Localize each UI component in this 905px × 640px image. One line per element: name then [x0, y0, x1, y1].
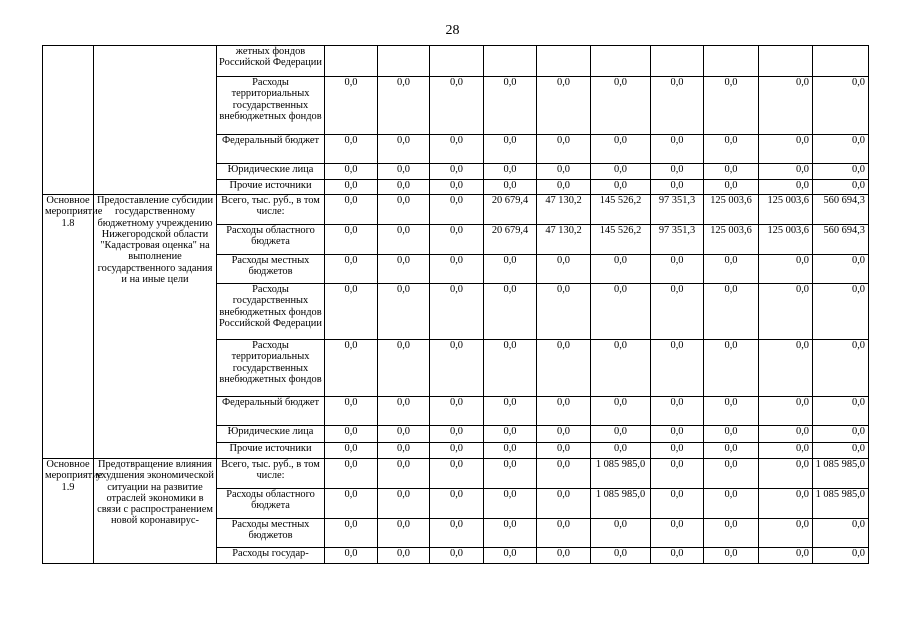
value-cell: 0,0	[651, 284, 704, 340]
value-cell: 0,0	[325, 489, 378, 519]
value-cell: 0,0	[651, 77, 704, 135]
value-cell: 0,0	[484, 135, 537, 164]
value-cell: 20 679,4	[484, 225, 537, 255]
value-cell: 0,0	[430, 195, 484, 225]
value-cell: 0,0	[325, 135, 378, 164]
value-cell: 0,0	[813, 77, 869, 135]
value-cell: 0,0	[484, 519, 537, 548]
value-cell: 0,0	[704, 489, 759, 519]
funding-source: Расходы областного бюджета	[217, 225, 325, 255]
value-cell: 0,0	[378, 426, 430, 443]
value-cell: 0,0	[430, 459, 484, 489]
value-cell: 125 003,6	[759, 195, 813, 225]
value-cell: 0,0	[813, 443, 869, 459]
funding-source: Всего, тыс. руб., в том числе:	[217, 459, 325, 489]
value-cell: 0,0	[325, 195, 378, 225]
funding-source: Прочие источники	[217, 180, 325, 195]
value-cell: 0,0	[430, 519, 484, 548]
value-cell: 0,0	[651, 340, 704, 397]
funding-source: Расходы территориальных государственных внебюджетных фондов	[217, 340, 325, 397]
value-cell	[704, 46, 759, 77]
funding-source: Федеральный бюджет	[217, 397, 325, 426]
value-cell: 0,0	[759, 180, 813, 195]
value-cell: 0,0	[759, 340, 813, 397]
value-cell: 560 694,3	[813, 195, 869, 225]
value-cell: 0,0	[704, 548, 759, 564]
value-cell: 0,0	[651, 459, 704, 489]
value-cell: 0,0	[325, 255, 378, 284]
value-cell: 0,0	[813, 426, 869, 443]
value-cell: 0,0	[484, 397, 537, 426]
value-cell: 0,0	[591, 397, 651, 426]
value-cell: 0,0	[537, 180, 591, 195]
funding-source: Прочие источники	[217, 443, 325, 459]
value-cell: 0,0	[378, 225, 430, 255]
value-cell: 0,0	[651, 135, 704, 164]
value-cell: 0,0	[591, 340, 651, 397]
value-cell: 0,0	[591, 426, 651, 443]
value-cell: 145 526,2	[591, 225, 651, 255]
value-cell: 0,0	[325, 77, 378, 135]
value-cell: 0,0	[651, 164, 704, 180]
value-cell: 0,0	[813, 284, 869, 340]
value-cell: 0,0	[430, 426, 484, 443]
value-cell: 0,0	[378, 489, 430, 519]
value-cell: 0,0	[591, 443, 651, 459]
value-cell: 0,0	[378, 443, 430, 459]
value-cell: 0,0	[430, 443, 484, 459]
value-cell: 0,0	[325, 548, 378, 564]
value-cell: 0,0	[430, 489, 484, 519]
measure-name	[94, 46, 217, 195]
funding-source: Расходы местных бюджетов	[217, 519, 325, 548]
value-cell: 0,0	[759, 284, 813, 340]
value-cell: 0,0	[484, 180, 537, 195]
value-cell: 0,0	[484, 164, 537, 180]
value-cell: 0,0	[651, 180, 704, 195]
value-cell	[325, 46, 378, 77]
value-cell: 0,0	[704, 426, 759, 443]
table-row	[43, 195, 869, 225]
value-cell: 0,0	[378, 164, 430, 180]
value-cell: 0,0	[591, 180, 651, 195]
value-cell: 0,0	[537, 255, 591, 284]
funding-source: Юридические лица	[217, 426, 325, 443]
value-cell	[537, 46, 591, 77]
value-cell: 0,0	[759, 426, 813, 443]
funding-source: Расходы государ-	[217, 548, 325, 564]
value-cell: 0,0	[430, 340, 484, 397]
value-cell: 0,0	[378, 459, 430, 489]
value-cell: 20 679,4	[484, 195, 537, 225]
value-cell: 0,0	[704, 443, 759, 459]
value-cell: 0,0	[704, 180, 759, 195]
value-cell: 0,0	[325, 180, 378, 195]
value-cell: 0,0	[651, 548, 704, 564]
value-cell: 0,0	[591, 255, 651, 284]
value-cell: 0,0	[378, 284, 430, 340]
funding-source: Расходы областного бюджета	[217, 489, 325, 519]
value-cell: 0,0	[704, 519, 759, 548]
value-cell: 0,0	[378, 77, 430, 135]
value-cell: 0,0	[591, 548, 651, 564]
measure-code: Основное мероприятие 1.9	[43, 459, 94, 564]
value-cell: 0,0	[759, 489, 813, 519]
value-cell: 0,0	[704, 459, 759, 489]
value-cell: 0,0	[813, 180, 869, 195]
value-cell: 0,0	[704, 135, 759, 164]
value-cell: 0,0	[591, 77, 651, 135]
value-cell: 0,0	[651, 426, 704, 443]
value-cell	[378, 46, 430, 77]
value-cell: 1 085 985,0	[813, 489, 869, 519]
value-cell: 0,0	[325, 426, 378, 443]
value-cell: 125 003,6	[759, 225, 813, 255]
value-cell: 97 351,3	[651, 225, 704, 255]
funding-source: Федеральный бюджет	[217, 135, 325, 164]
value-cell: 47 130,2	[537, 195, 591, 225]
value-cell: 97 351,3	[651, 195, 704, 225]
value-cell: 0,0	[651, 397, 704, 426]
table-row	[43, 46, 869, 77]
value-cell: 0,0	[813, 255, 869, 284]
value-cell: 0,0	[759, 255, 813, 284]
funding-source: Расходы местных бюджетов	[217, 255, 325, 284]
value-cell: 0,0	[537, 340, 591, 397]
value-cell: 145 526,2	[591, 195, 651, 225]
value-cell	[759, 46, 813, 77]
value-cell: 0,0	[325, 459, 378, 489]
value-cell: 0,0	[759, 135, 813, 164]
value-cell: 0,0	[484, 284, 537, 340]
value-cell: 0,0	[591, 284, 651, 340]
value-cell: 0,0	[484, 548, 537, 564]
value-cell: 0,0	[591, 164, 651, 180]
value-cell: 1 085 985,0	[591, 489, 651, 519]
value-cell	[430, 46, 484, 77]
value-cell: 0,0	[325, 443, 378, 459]
value-cell: 0,0	[430, 135, 484, 164]
value-cell: 0,0	[759, 548, 813, 564]
value-cell: 0,0	[430, 164, 484, 180]
value-cell: 0,0	[813, 135, 869, 164]
value-cell: 0,0	[430, 77, 484, 135]
value-cell: 0,0	[591, 519, 651, 548]
value-cell	[484, 46, 537, 77]
value-cell: 0,0	[325, 340, 378, 397]
value-cell: 0,0	[537, 397, 591, 426]
funding-source: Юридические лица	[217, 164, 325, 180]
value-cell: 0,0	[537, 459, 591, 489]
measure-name: Предоставление субсидии государственному бюджетному учреждению Нижегородской области "Кадастровая оценка" на выполнение государственного задания и на иные цели	[94, 195, 217, 459]
value-cell: 0,0	[378, 180, 430, 195]
value-cell: 0,0	[813, 548, 869, 564]
value-cell	[813, 46, 869, 77]
value-cell: 0,0	[651, 255, 704, 284]
value-cell: 125 003,6	[704, 195, 759, 225]
value-cell: 0,0	[704, 164, 759, 180]
value-cell: 0,0	[430, 284, 484, 340]
value-cell: 0,0	[537, 489, 591, 519]
value-cell: 0,0	[759, 459, 813, 489]
value-cell: 0,0	[591, 135, 651, 164]
value-cell: 0,0	[759, 443, 813, 459]
value-cell: 0,0	[378, 340, 430, 397]
value-cell: 0,0	[430, 180, 484, 195]
value-cell: 0,0	[704, 397, 759, 426]
value-cell: 0,0	[759, 397, 813, 426]
value-cell: 0,0	[704, 255, 759, 284]
value-cell: 0,0	[325, 225, 378, 255]
value-cell: 0,0	[651, 519, 704, 548]
value-cell: 0,0	[378, 255, 430, 284]
value-cell: 0,0	[325, 164, 378, 180]
value-cell: 0,0	[484, 489, 537, 519]
value-cell: 0,0	[537, 548, 591, 564]
funding-source: Всего, тыс. руб., в том числе:	[217, 195, 325, 225]
value-cell: 0,0	[537, 443, 591, 459]
value-cell: 0,0	[484, 77, 537, 135]
value-cell: 1 085 985,0	[591, 459, 651, 489]
value-cell: 0,0	[378, 195, 430, 225]
value-cell: 0,0	[378, 519, 430, 548]
value-cell: 0,0	[378, 548, 430, 564]
funding-source: жетных фондов Российской Федерации	[217, 46, 325, 77]
value-cell: 0,0	[651, 489, 704, 519]
value-cell	[591, 46, 651, 77]
value-cell: 0,0	[325, 397, 378, 426]
value-cell: 0,0	[537, 426, 591, 443]
value-cell: 0,0	[430, 397, 484, 426]
value-cell: 0,0	[759, 164, 813, 180]
value-cell: 0,0	[378, 135, 430, 164]
value-cell	[651, 46, 704, 77]
measure-name: Предотвращение влияния ухудшения экономической ситуации на развитие отраслей экономики в связи с распространением новой коронавирус-	[94, 459, 217, 564]
value-cell: 0,0	[704, 77, 759, 135]
value-cell: 0,0	[430, 548, 484, 564]
funding-source: Расходы территориальных государственных внебюджетных фондов	[217, 77, 325, 135]
table-row	[43, 459, 869, 489]
value-cell: 0,0	[537, 519, 591, 548]
value-cell: 0,0	[813, 519, 869, 548]
value-cell: 0,0	[813, 340, 869, 397]
measure-code: Основное мероприятие 1.8	[43, 195, 94, 459]
value-cell: 0,0	[537, 164, 591, 180]
value-cell: 125 003,6	[704, 225, 759, 255]
value-cell: 0,0	[537, 284, 591, 340]
value-cell: 0,0	[704, 284, 759, 340]
value-cell: 0,0	[325, 519, 378, 548]
value-cell: 0,0	[759, 519, 813, 548]
value-cell: 0,0	[813, 164, 869, 180]
value-cell: 0,0	[537, 135, 591, 164]
value-cell: 0,0	[484, 459, 537, 489]
page-number: 28	[445, 23, 460, 38]
value-cell: 0,0	[813, 397, 869, 426]
measure-code	[43, 46, 94, 195]
value-cell: 47 130,2	[537, 225, 591, 255]
value-cell: 0,0	[325, 284, 378, 340]
value-cell: 0,0	[537, 77, 591, 135]
value-cell: 0,0	[378, 397, 430, 426]
value-cell: 0,0	[484, 255, 537, 284]
value-cell: 0,0	[759, 77, 813, 135]
value-cell: 1 085 985,0	[813, 459, 869, 489]
value-cell: 0,0	[484, 426, 537, 443]
value-cell: 0,0	[430, 255, 484, 284]
funding-source: Расходы государственных внебюджетных фондов Российской Федерации	[217, 284, 325, 340]
value-cell: 0,0	[651, 443, 704, 459]
value-cell: 560 694,3	[813, 225, 869, 255]
budget-table	[42, 45, 869, 564]
value-cell: 0,0	[704, 340, 759, 397]
value-cell: 0,0	[484, 340, 537, 397]
value-cell: 0,0	[430, 225, 484, 255]
value-cell: 0,0	[484, 443, 537, 459]
